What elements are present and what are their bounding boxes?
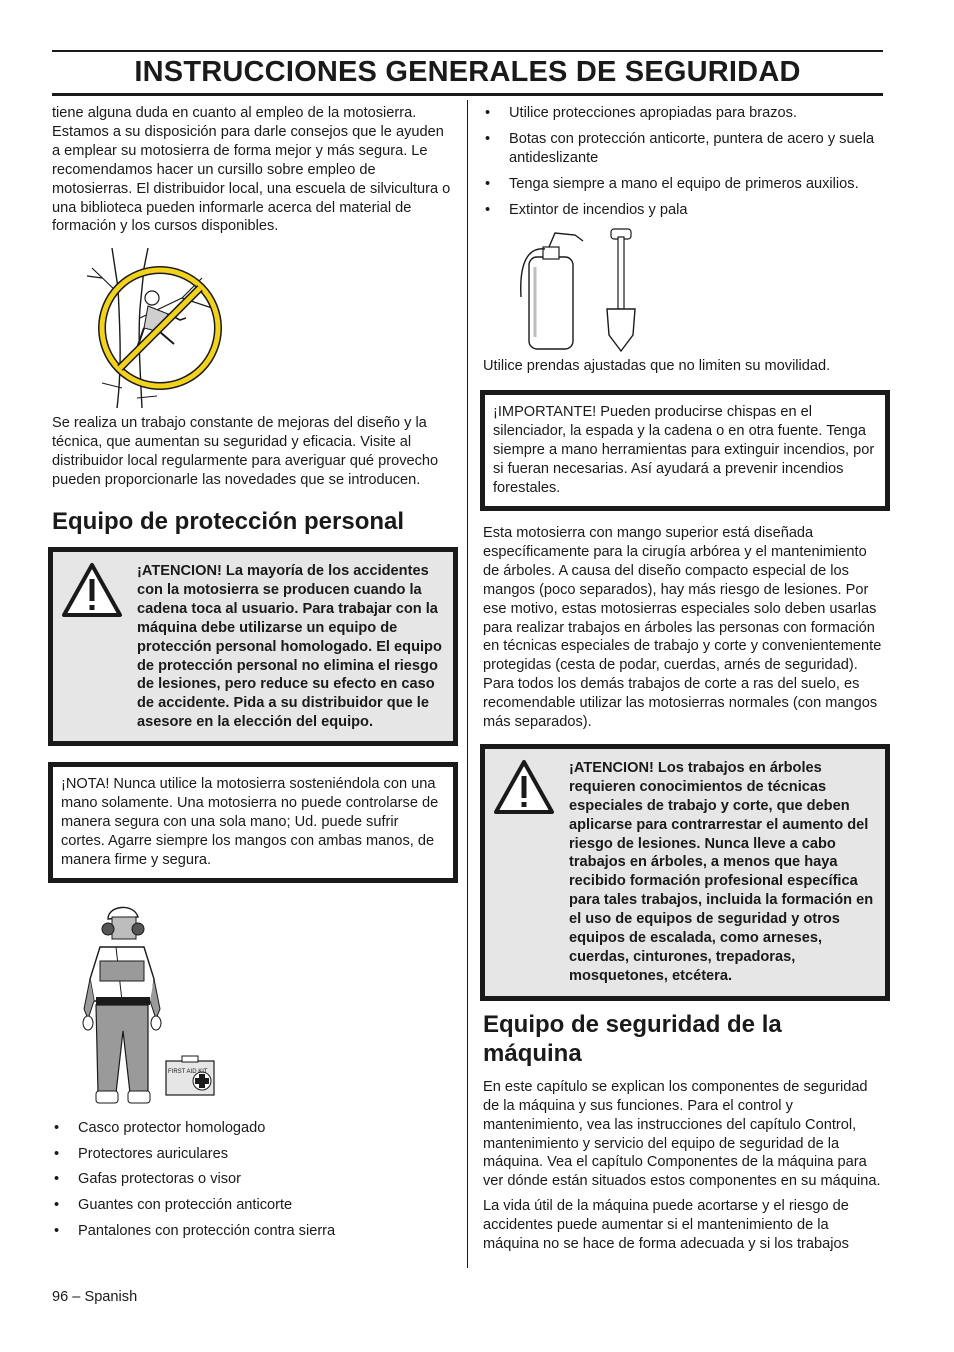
tree-climbing-prohibited-illustration	[82, 248, 222, 408]
page-number: 96 – Spanish	[52, 1289, 138, 1305]
list-item: • Utilice protecciones apropiadas para brazos.	[483, 104, 883, 123]
ppe-warning-text: ¡ATENCION! La mayoría de los accidentes con la motosierra se producen cuando la cadena toca al usuario. Para trabajar con la máquina debe utilizarse un equipo de protección personal homologado. El equipo de protección personal no elimina el riesgo de lesiones, pero reduce su efecto en caso de accidente. Pida a su distribuidor que le asesore en la elección del equipo.	[137, 562, 442, 731]
machine-safety-heading: Equipo de seguridad de la máquina	[483, 1010, 782, 1067]
warning-triangle-icon	[61, 562, 123, 618]
warning-triangle-icon	[493, 759, 555, 815]
ppe-list	[52, 1119, 454, 1242]
top-handle-paragraph: Esta motosierra con mango superior está diseñada específicamente para la cirugía arbórea y el mantenimiento de árboles. A causa del diseño compacto especial de los mangos (poco separados), hay más riesgo de lesiones. Por ese motivo, estas motosierras especiales solo deben usarlas para realizar trabajos en árboles las personas con formación en técnicas especiales de trabajo y corte y convenientemente protegidas (cesta de podar, cuerdas, arnés de seguridad). Para todos los demás trabajos de corte a ras del suelo, es recomendable utilizar las motosierras normales (con mangos más separados).	[483, 524, 882, 731]
list-item: • Protectores auriculares	[52, 1145, 454, 1164]
list-item: • Extintor de incendios y pala	[483, 201, 883, 220]
list-item: • Casco protector homologado	[52, 1119, 454, 1138]
list-item: • Guantes con protección anticorte	[52, 1196, 454, 1215]
machine-paragraph-2: La vida útil de la máquina puede acortarse y el riesgo de accidentes puede aumentar si el mantenimiento de la máquina no se hace de forma adecuada y si los trabajos	[483, 1198, 849, 1253]
intro-paragraph: tiene alguna duda en cuanto al empleo de la motosierra. Estamos a su disposición para darle consejos que le ayuden a emplear su motosierra de forma mejor y más segura. Le recomendamos hacer un cursillo sobre empleo de motosierras. El distribuidor local, una escuela de silvicultura o una biblioteca pueden informarle acerca del material de formación y los cursos disponibles.	[52, 105, 451, 235]
column-divider	[467, 100, 468, 1268]
page-title: INSTRUCCIONES GENERALES DE SEGURIDAD	[134, 56, 801, 88]
improvements-paragraph: Se realiza un trabajo constante de mejoras del diseño y la técnica, que aumentan su seguridad y eficacia. Visite al distribuidor local regularmente para averiguar qué provecho pueden proporcionarle las novedades que se introducen.	[52, 415, 439, 489]
protective-equipment-illustration	[82, 901, 252, 1111]
extinguisher-shovel-illustration	[515, 227, 645, 353]
first-aid-kit-label: FIRST AID KIT	[168, 1068, 208, 1075]
ppe-heading: Equipo de protección personal	[52, 507, 405, 535]
header-rule-bottom	[52, 93, 883, 96]
list-item: • Pantalones con protección contra sierra	[52, 1222, 454, 1241]
first-aid-kit-icon	[166, 1056, 214, 1095]
important-text: ¡IMPORTANTE! Pueden producirse chispas en el silenciador, la espada y la cadena o en otra fuente. Tenga siempre a mano herramientas para extinguir incendios, por si fueran necesarias. Así ayudará a prevenir incendios forestales.	[493, 404, 875, 497]
clothing-paragraph: Utilice prendas ajustadas que no limiten su movilidad.	[483, 357, 831, 374]
note-box	[48, 762, 458, 883]
machine-paragraph-1: En este capítulo se explican los componentes de seguridad de la máquina y sus funciones. Para el control y mantenimiento, vea las instrucciones del capítulo Control, mantenimiento y servicio del equipo de seguridad de la máquina. Vea el capítulo Componentes de la máquina para ver dónde están situados estos componentes en su máquina.	[483, 1078, 881, 1190]
list-item: • Gafas protectoras o visor	[52, 1170, 454, 1189]
note-text: ¡NOTA! Nunca utilice la motosierra sosteniéndola con una mano solamente. Una motosierra no puede controlarse de manera segura con una sola mano; Ud. puede sufrir cortes. Agarre siempre los mangos con ambas manos, de manera firme y segura.	[61, 776, 439, 868]
equipment-list	[483, 104, 883, 220]
ppe-warning-box	[48, 547, 458, 746]
left-column	[52, 104, 454, 1241]
header-rule-top	[52, 50, 883, 52]
important-box	[480, 390, 890, 511]
tree-work-warning-box	[480, 744, 890, 1001]
tree-work-warning-text: ¡ATENCION! Los trabajos en árboles requieren conocimientos de técnicas especiales de trabajo y corte, que deben aplicarse para contrarrestar el aumento del riesgo de lesiones. Nunca lleve a cabo trabajos en árboles, a menos que haya recibido formación profesional específica para tales trabajos, incluida la formación en el uso de equipos de seguridad y otros equipos de escalada, como arneses, cuerdas, cinturones, trepadoras, mosquetones, etcétera.	[569, 759, 874, 984]
right-column	[483, 104, 883, 1254]
list-item: • Botas con protección anticorte, puntera de acero y suela antideslizante	[483, 130, 883, 168]
list-item: • Tenga siempre a mano el equipo de primeros auxilios.	[483, 175, 883, 194]
